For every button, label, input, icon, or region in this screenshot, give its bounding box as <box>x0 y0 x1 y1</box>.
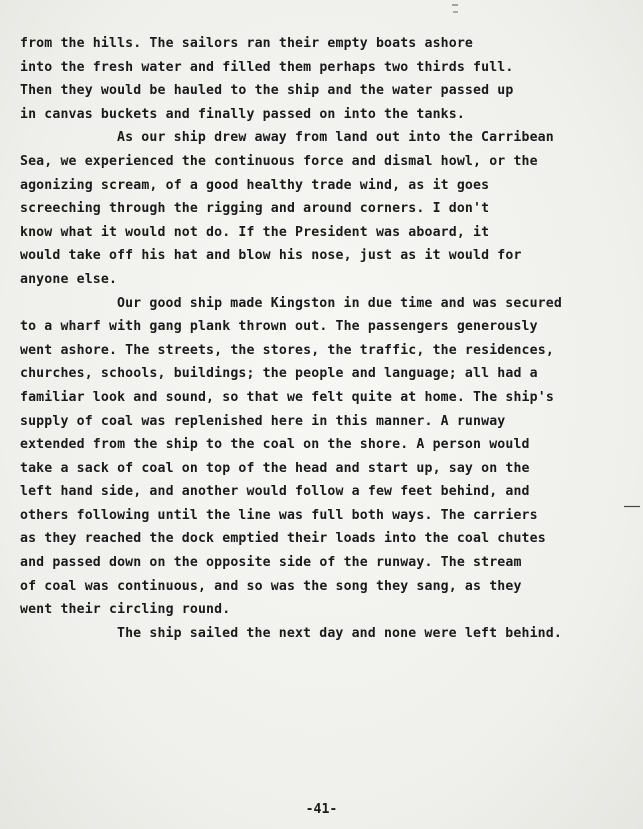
text-line: Our good ship made Kingston in due time and was secured <box>117 295 562 311</box>
text-line: churches, schools, buildings; the people and language; all had a <box>20 366 538 382</box>
text-line: As our ship drew away from land out into the Carribean <box>117 130 554 146</box>
text-line: familiar look and sound, so that we felt quite at home. The ship's <box>20 389 554 405</box>
text-line: agonizing scream, of a good healthy trade wind, as it goes <box>20 177 490 193</box>
pen-mark <box>451 2 459 16</box>
text-line: from the hills. The sailors ran their empty boats ashore <box>20 36 474 51</box>
paragraph <box>20 622 640 646</box>
text-line: went their circling round. <box>20 602 231 618</box>
body-text <box>20 32 640 645</box>
text-line: know what it would not do. If the President was aboard, it <box>20 224 490 240</box>
text-line: Sea, we experienced the continuous force and dismal howl, or the <box>20 153 538 169</box>
text-line: left hand side, and another would follow a few feet behind, and <box>20 484 530 500</box>
text-line: would take off his hat and blow his nose, just as it would for <box>20 248 522 264</box>
text-line: take a sack of coal on top of the head and start up, say on the <box>20 460 530 476</box>
text-line: and passed down on the opposite side of the runway. The stream <box>20 555 522 571</box>
text-line: as they reached the dock emptied their loads into the coal chutes <box>20 531 546 547</box>
text-line: into the fresh water and filled them perhaps two thirds full. <box>20 59 514 75</box>
text-line: of coal was continuous, and so was the song they sang, as they <box>20 578 522 594</box>
paragraph <box>20 126 640 291</box>
text-line: Then they would be hauled to the ship and the water passed up <box>20 83 514 99</box>
text-line: extended from the ship to the coal on the shore. A person would <box>20 437 530 453</box>
text-line: others following until the line was full both ways. The carriers <box>20 507 538 523</box>
text-line: screeching through the rigging and around corners. I don't <box>20 201 490 217</box>
text-line: anyone else. <box>20 271 118 287</box>
text-line: to a wharf with gang plank thrown out. The passengers generously <box>20 319 538 335</box>
text-line: went ashore. The streets, the stores, the traffic, the residences, <box>20 342 554 358</box>
text-line: in canvas buckets and finally passed on into the tanks. <box>20 106 465 122</box>
paragraph <box>20 32 640 126</box>
paragraph <box>20 292 640 622</box>
text-line: supply of coal was replenished here in this manner. A runway <box>20 413 506 429</box>
text-line: The ship sailed the next day and none were left behind. <box>117 625 562 641</box>
page-number: -41- <box>305 802 338 817</box>
